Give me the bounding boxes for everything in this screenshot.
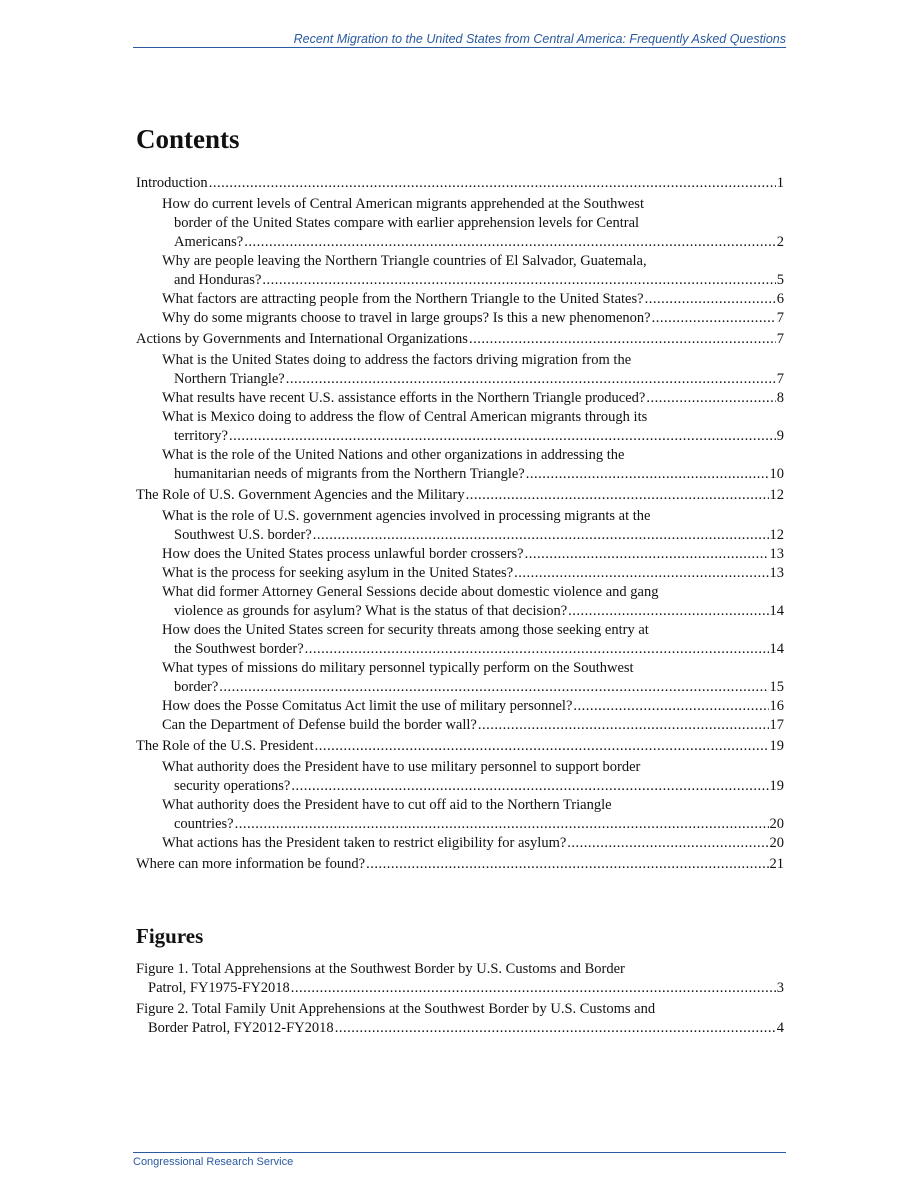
dot-leader xyxy=(514,564,768,583)
page-number: 2 xyxy=(776,234,784,250)
footer: Congressional Research Service xyxy=(133,1152,786,1168)
toc-entry[interactable] xyxy=(136,834,784,853)
entry-text-line: What did former Attorney General Sessions decide about domestic violence and gang xyxy=(162,584,659,600)
toc-entry[interactable] xyxy=(136,564,784,583)
toc-entry[interactable] xyxy=(136,252,784,290)
page-number: 14 xyxy=(769,603,784,619)
dot-leader xyxy=(652,309,776,328)
page-number: 13 xyxy=(769,546,784,562)
entry-text-line: the Southwest border? xyxy=(174,641,304,657)
running-header: Recent Migration to the United States from Central America: Frequently Asked Questions xyxy=(133,32,786,48)
contents-title: Contents xyxy=(136,124,240,154)
dot-leader xyxy=(235,815,769,834)
dot-leader xyxy=(291,979,776,998)
dot-leader xyxy=(568,602,768,621)
entry-text-line: border of the United States compare with earlier apprehension levels for Central xyxy=(174,215,640,231)
entry-text-line: The Role of U.S. Government Agencies and the Military xyxy=(136,487,465,503)
table-of-contents xyxy=(136,174,784,876)
entry-text-line: What is the process for seeking asylum in the United States? xyxy=(162,565,514,581)
toc-entry[interactable] xyxy=(136,195,784,252)
entry-text-line: How does the United States process unlawful border crossers? xyxy=(162,546,524,562)
page-number: 17 xyxy=(769,717,784,733)
page-number: 20 xyxy=(769,835,784,851)
toc-entry[interactable] xyxy=(136,174,784,193)
entry-text-line: Actions by Governments and International Organizations xyxy=(136,331,468,347)
dot-leader xyxy=(645,290,776,309)
dot-leader xyxy=(315,737,769,756)
entry-text-line: countries? xyxy=(174,816,234,832)
toc-entry[interactable] xyxy=(136,351,784,389)
entry-text-line: What results have recent U.S. assistance efforts in the Northern Triangle produced? xyxy=(162,390,646,406)
dot-leader xyxy=(209,174,776,193)
toc-entry[interactable] xyxy=(136,389,784,408)
toc-entry[interactable] xyxy=(136,621,784,659)
entry-text-line: border? xyxy=(174,679,219,695)
page-number: 15 xyxy=(769,679,784,695)
entry-text-line: Where can more information be found? xyxy=(136,856,366,872)
dot-leader xyxy=(313,526,769,545)
entry-text-line: Patrol, FY1975-FY2018 xyxy=(148,980,290,996)
dot-leader xyxy=(478,716,769,735)
page-number: 7 xyxy=(776,331,784,347)
entry-text-line: violence as grounds for asylum? What is the status of that decision? xyxy=(174,603,568,619)
entry-text-line: How does the Posse Comitatus Act limit the use of military personnel? xyxy=(162,698,573,714)
toc-entry[interactable] xyxy=(136,408,784,446)
toc-entry[interactable] xyxy=(136,309,784,328)
page-number: 12 xyxy=(769,487,784,503)
entry-text-line: What is Mexico doing to address the flow of Central American migrants through its xyxy=(162,409,648,425)
entry-text-line: Figure 2. Total Family Unit Apprehensions at the Southwest Border by U.S. Customs and xyxy=(136,1001,656,1017)
toc-entry[interactable] xyxy=(136,758,784,796)
entry-text-line: What authority does the President have to use military personnel to support border xyxy=(162,759,641,775)
figures-title: Figures xyxy=(136,924,204,948)
toc-entry[interactable] xyxy=(136,290,784,309)
figure-entry[interactable] xyxy=(136,960,784,998)
toc-entry[interactable] xyxy=(136,737,784,756)
dot-leader xyxy=(525,545,769,564)
dot-leader xyxy=(466,486,769,505)
entry-text-line: Why are people leaving the Northern Triangle countries of El Salvador, Guatemala, xyxy=(162,253,647,269)
page-number: 4 xyxy=(776,1020,784,1036)
toc-entry[interactable] xyxy=(136,716,784,735)
page-number: 20 xyxy=(769,816,784,832)
page-number: 10 xyxy=(769,466,784,482)
dot-leader xyxy=(469,330,776,349)
entry-text-line: Why do some migrants choose to travel in large groups? Is this a new phenomenon? xyxy=(162,310,651,326)
list-of-figures xyxy=(136,960,784,1040)
figure-entry[interactable] xyxy=(136,1000,784,1038)
dot-leader xyxy=(567,834,768,853)
dot-leader xyxy=(262,271,775,290)
page-number: 9 xyxy=(776,428,784,444)
entry-text-line: Introduction xyxy=(136,175,208,191)
dot-leader xyxy=(244,233,776,252)
page-number: 1 xyxy=(776,175,784,191)
toc-entry[interactable] xyxy=(136,583,784,621)
page-number: 19 xyxy=(769,778,784,794)
dot-leader xyxy=(646,389,775,408)
dot-leader xyxy=(219,678,768,697)
page-number: 7 xyxy=(776,310,784,326)
page-number: 8 xyxy=(776,390,784,406)
toc-entry[interactable] xyxy=(136,507,784,545)
dot-leader xyxy=(291,777,768,796)
toc-entry[interactable] xyxy=(136,796,784,834)
entry-text-line: The Role of the U.S. President xyxy=(136,738,314,754)
page-number: 5 xyxy=(776,272,784,288)
entry-text-line: What is the United States doing to address the factors driving migration from the xyxy=(162,352,632,368)
entry-text-line: security operations? xyxy=(174,778,291,794)
entry-text-line: Northern Triangle? xyxy=(174,371,285,387)
page-number: 6 xyxy=(776,291,784,307)
page-number: 7 xyxy=(776,371,784,387)
dot-leader xyxy=(305,640,769,659)
entry-text-line: What is the role of the United Nations and other organizations in addressing the xyxy=(162,447,625,463)
page-number: 14 xyxy=(769,641,784,657)
entry-text-line: What actions has the President taken to restrict eligibility for asylum? xyxy=(162,835,567,851)
entry-text-line: What is the role of U.S. government agencies involved in processing migrants at the xyxy=(162,508,651,524)
toc-entry[interactable] xyxy=(136,446,784,484)
toc-entry[interactable] xyxy=(136,486,784,505)
entry-text-line: What types of missions do military personnel typically perform on the Southwest xyxy=(162,660,634,676)
page-number: 16 xyxy=(769,698,784,714)
dot-leader xyxy=(286,370,776,389)
dot-leader xyxy=(526,465,769,484)
entry-text-line: What factors are attracting people from the Northern Triangle to the United States? xyxy=(162,291,644,307)
toc-entry[interactable] xyxy=(136,855,784,874)
toc-entry[interactable] xyxy=(136,659,784,697)
toc-entry[interactable] xyxy=(136,545,784,564)
page-number: 3 xyxy=(776,980,784,996)
page-number: 19 xyxy=(769,738,784,754)
entry-text-line: Southwest U.S. border? xyxy=(174,527,312,543)
dot-leader xyxy=(573,697,768,716)
entry-text-line: Americans? xyxy=(174,234,244,250)
entry-text-line: humanitarian needs of migrants from the Northern Triangle? xyxy=(174,466,525,482)
entry-text-line: Can the Department of Defense build the border wall? xyxy=(162,717,477,733)
toc-entry[interactable] xyxy=(136,697,784,716)
toc-entry[interactable] xyxy=(136,330,784,349)
entry-text-line: and Honduras? xyxy=(174,272,262,288)
page-number: 21 xyxy=(769,856,784,872)
entry-text-line: How does the United States screen for security threats among those seeking entry at xyxy=(162,622,649,638)
entry-text-line: Border Patrol, FY2012-FY2018 xyxy=(148,1020,334,1036)
dot-leader xyxy=(366,855,768,874)
entry-text-line: Figure 1. Total Apprehensions at the Southwest Border by U.S. Customs and Border xyxy=(136,961,625,977)
dot-leader xyxy=(229,427,776,446)
dot-leader xyxy=(335,1019,776,1038)
entry-text-line: How do current levels of Central American migrants apprehended at the Southwest xyxy=(162,196,644,212)
page-number: 13 xyxy=(769,565,784,581)
entry-text-line: territory? xyxy=(174,428,228,444)
entry-text-line: What authority does the President have to cut off aid to the Northern Triangle xyxy=(162,797,612,813)
page-number: 12 xyxy=(769,527,784,543)
